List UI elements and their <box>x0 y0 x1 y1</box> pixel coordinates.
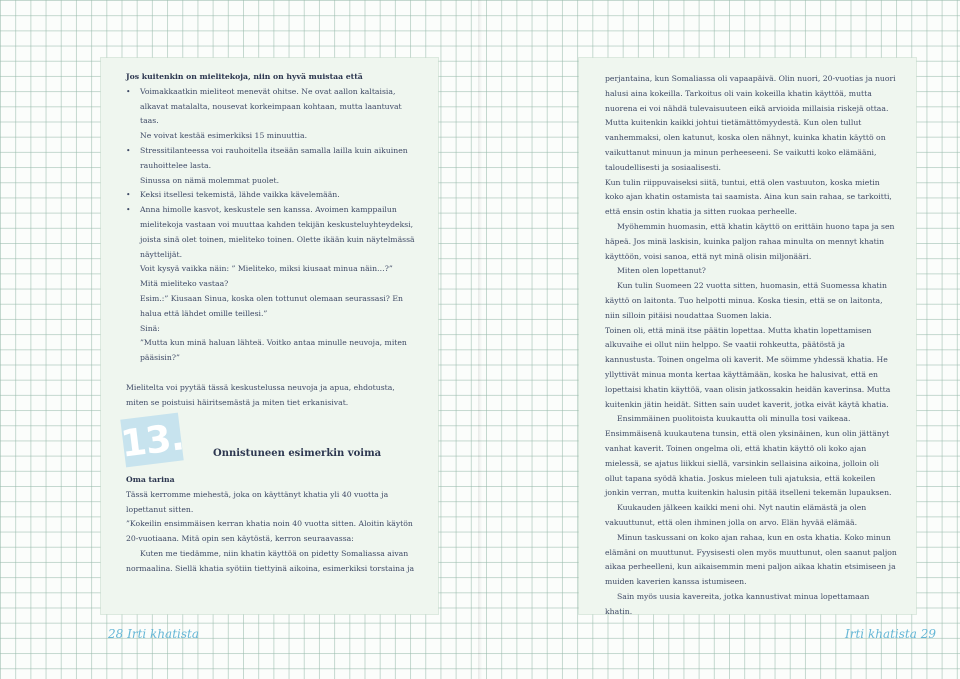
list-item: • Stressitilanteessa voi rauhoitella itseään samalla lailla kuin aikuinen rauhoittelee lasta. Sinussa on nämä molemmat puolet. <box>126 144 418 188</box>
body-paragraph: Kuukauden jälkeen kaikki meni ohi. Nyt nautin elämästä ja olen vakuuttunut, että olen ihminen jolla on arvo. Elän hyvää elämää. <box>605 503 867 527</box>
left-page-folio <box>108 627 199 641</box>
page-number: 29 <box>920 627 937 641</box>
body-paragraph: perjantaina, kun Somaliassa oli vapaapäivä. Olin nuori, 20-vuotias ja nuori halusi aina kokeilla. Tarkoitus oli vain kokeilla khatin käyttöä, mutta nuorena ei voi nähdä tulevaisuuteen eikä arvioida millaisia riskejä ottaa. Mutta kuitenkin kaikki johtui tietämättömyydestä. Kun olen tullut vanhemmaksi, olen katunut, koska olen nähnyt, kuinka khatin käyttö on vaikuttanut minuun ja minun perheeseeni. Se vaikutti koko elämääni, taloudellisesti ja sosiaalisesti. <box>605 74 896 172</box>
running-title: Irti khatista <box>845 627 917 641</box>
body-paragraph: Myöhemmin huomasin, että khatin käyttö on erittäin huono tapa ja sen häpeä. Jos minä laskisin, kuinka paljon rahaa minulta on mennyt khatin käyttöön, voisi sanoa, että nyt minä olisin miljonääri. <box>605 221 895 261</box>
list-item: • Keksi itsellesi tekemistä, lähde vaikka kävelemään. <box>126 188 418 203</box>
left-page-body <box>126 70 418 410</box>
body-paragraph: Minun taskussani on koko ajan rahaa, kun en osta khatia. Koko minun elämäni on muuttunut. Fyysisesti olen myös muuttunut, olen saanut paljon aikaa perheelleni, kun aikaisemmin meni paljon aikaa khatin etsimiseen ja muiden kaverien kanssa istumiseen. <box>605 532 897 587</box>
dialogue-block <box>126 262 418 366</box>
page-number: 28 <box>108 627 124 641</box>
intro-heading: Jos kuitenkin on mielitekoja, niin on hyvä muistaa että <box>126 72 363 81</box>
body-paragraph: Miten olen lopettanut? <box>617 266 706 276</box>
tips-list <box>126 85 418 263</box>
story-heading: Oma tarina <box>126 475 175 484</box>
closing-paragraph: Mielitelta voi pyytää tässä keskustelussa neuvoja ja apua, ehdotusta, miten se poistuisi häiritsemästä ja miten tiet erkanisivat. <box>126 382 395 407</box>
body-paragraph: Toinen oli, että minä itse päätin lopettaa. Mutta khatin lopettamisen alkuvaihe ei ollut niin helppo. Se vaatii rohkeutta, päätöstä ja kannustusta. Toinen ongelma oli kaverit. Me söimme yhdessä khatia. He yllyttivät minua monta kertaa käyttämään, koska he halusivat, että en lopettaisi khatin käyttöä, vaan olisin jatkossakin heidän kaverinsa. Mutta kuitenkin jätin heidät. Sitten sain uudet kaverit, jotka eivät käytä khatia. <box>605 325 891 409</box>
chapter-number-badge: 13. <box>120 413 183 468</box>
body-paragraph: Kun tulin riippuvaiseksi siitä, tuntui, että olen vastuuton, koska mietin koko ajan khatin ostamista tai saamista. Aina kun sain rahaa, se tarkoitti, että ensin ostin khatia ja sitten ruokaa perheelle. <box>605 177 892 217</box>
dialogue-line: Voit kysyä vaikka näin: ” Mieliteko, miksi kiusaat minua näin…?” <box>140 264 393 274</box>
story-paragraph: Kuten me tiedämme, niin khatin käyttöä on pidetty Somaliassa aivan normaalina. Siellä khatia syötiin tiettyinä aikoina, esimerkiksi torstaina ja <box>126 548 415 573</box>
story-paragraph: ”Kokeilin ensimmäisen kerran khatia noin 40 vuotta sitten. Aloitin käytön 20-vuotiaana. Mitä opin sen käytöstä, kerron seuraavassa: <box>126 519 413 544</box>
dialogue-line: Mitä mieliteko vastaa? <box>140 279 229 289</box>
book-spine <box>478 0 482 679</box>
story-section <box>126 473 418 577</box>
list-item: • Voimakkaatkin mieliteot menevät ohitse. Ne ovat aallon kaltaisia, alkavat matalalta, nousevat korkeimpaan kohtaan, mutta laantuvat taas. Ne voivat kestää esimerkiksi 15 minuuttia. <box>126 85 418 144</box>
running-title: Irti khatista <box>127 627 200 641</box>
dialogue-line: Esim.:” Kiusaan Sinua, koska olen tottunut olemaan seurassasi? En halua että lähdet omille teillesi.” <box>140 293 403 318</box>
dialogue-line: ”Mutta kun minä haluan lähteä. Voitko antaa minulle neuvoja, miten pääsisin?” <box>140 338 407 363</box>
chapter-title: Onnistuneen esimerkin voima <box>213 448 382 459</box>
dialogue-line: Sinä: <box>140 323 160 333</box>
right-page-folio <box>845 627 936 641</box>
body-paragraph: Kun tulin Suomeen 22 vuotta sitten, huomasin, että Suomessa khatin käyttö on laitonta. Tuo helpotti minua. Koska tiesin, että se on laitonta, niin silloin pitäisi noudattaa Suomen lakia. <box>605 281 887 320</box>
body-paragraph: Sain myös uusia kavereita, jotka kannustivat minua lopettamaan khatin. <box>605 591 870 616</box>
body-paragraph: Ensimmäinen puolitoista kuukautta oli minulla tosi vaikeaa. Ensimmäisenä kuukautena tunsin, että olen yksinäinen, kun olin jättänyt vanhat kaverit. Toinen ongelma oli, että khatin käyttö oli koko ajan mielessä, se ajatus liikkui siellä, varsinkin sellaisina aikoina, jolloin oli ollut tapana syödä khatia. Joskus mieleen tuli ajatuksia, että kokeilen jonkin verran, mutta kuitenkin halusin pitää itselleni tekemän lupauksen. <box>605 414 892 498</box>
list-item: • Anna himolle kasvot, keskustele sen kanssa. Avoimen kamppailun mielitekoja vastaan voi muuttaa kahden tekijän keskusteluyhteydeksi, joista sinä olet toinen, mieliteko toinen. Olette ikään kuin näytelmässä näyttelijät. <box>126 203 418 262</box>
right-page-body <box>605 72 897 619</box>
story-paragraph: Tässä kerromme miehestä, joka on käyttänyt khatia yli 40 vuotta ja lopettanut sitten. <box>126 489 389 514</box>
